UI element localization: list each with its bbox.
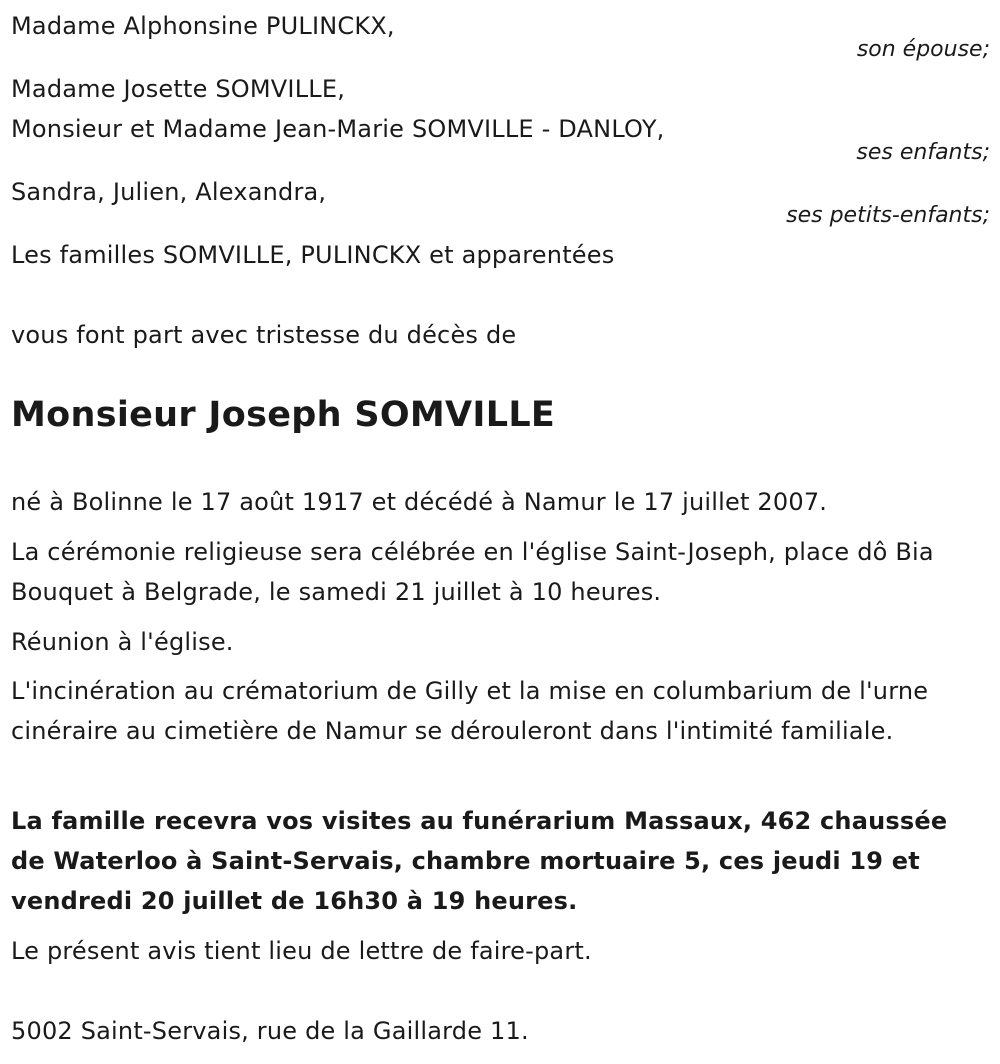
address-paragraph: 5002 Saint-Servais, rue de la Gaillarde 11. xyxy=(11,1017,529,1045)
announcer-spouse: Madame Alphonsine PULINCKX, xyxy=(11,12,395,40)
notice-paragraph: Le présent avis tient lieu de lettre de faire-part. xyxy=(11,937,592,965)
deceased-name: Monsieur Joseph SOMVILLE xyxy=(11,395,556,435)
ceremony-paragraph: La cérémonie religieuse sera célébrée en l'église Saint-Joseph, place dô Bia Bouquet à Belgrade, le samedi 21 juillet à 10 heures. xyxy=(11,538,934,606)
visits-paragraph: La famille recevra vos visites au funérarium Massaux, 462 chaussée de Waterloo à Saint-Servais, chambre mortuaire 5, ces jeudi 19 et vendredi 20 juillet de 16h30 à 19 heures. xyxy=(11,807,948,915)
role-grandchildren: ses petits-enfants; xyxy=(786,203,990,228)
role-children: ses enfants; xyxy=(856,140,990,165)
meeting-paragraph: Réunion à l'église. xyxy=(11,628,234,656)
birth-death-paragraph: né à Bolinne le 17 août 1917 et décédé à Namur le 17 juillet 2007. xyxy=(11,488,828,516)
announcer-grandchildren: Sandra, Julien, Alexandra, xyxy=(11,178,327,206)
announcer-families: Les familles SOMVILLE, PULINCKX et apparentées xyxy=(11,241,615,269)
announcer-child-2: Monsieur et Madame Jean-Marie SOMVILLE - DANLOY, xyxy=(11,115,665,143)
role-spouse: son épouse; xyxy=(856,37,990,62)
intro-text: vous font part avec tristesse du décès de xyxy=(11,321,517,349)
announcer-child-1: Madame Josette SOMVILLE, xyxy=(11,75,346,103)
cremation-paragraph: L'incinération au crématorium de Gilly et la mise en columbarium de l'urne cinéraire au cimetière de Namur se dérouleront dans l'intimité familiale. xyxy=(11,677,929,745)
